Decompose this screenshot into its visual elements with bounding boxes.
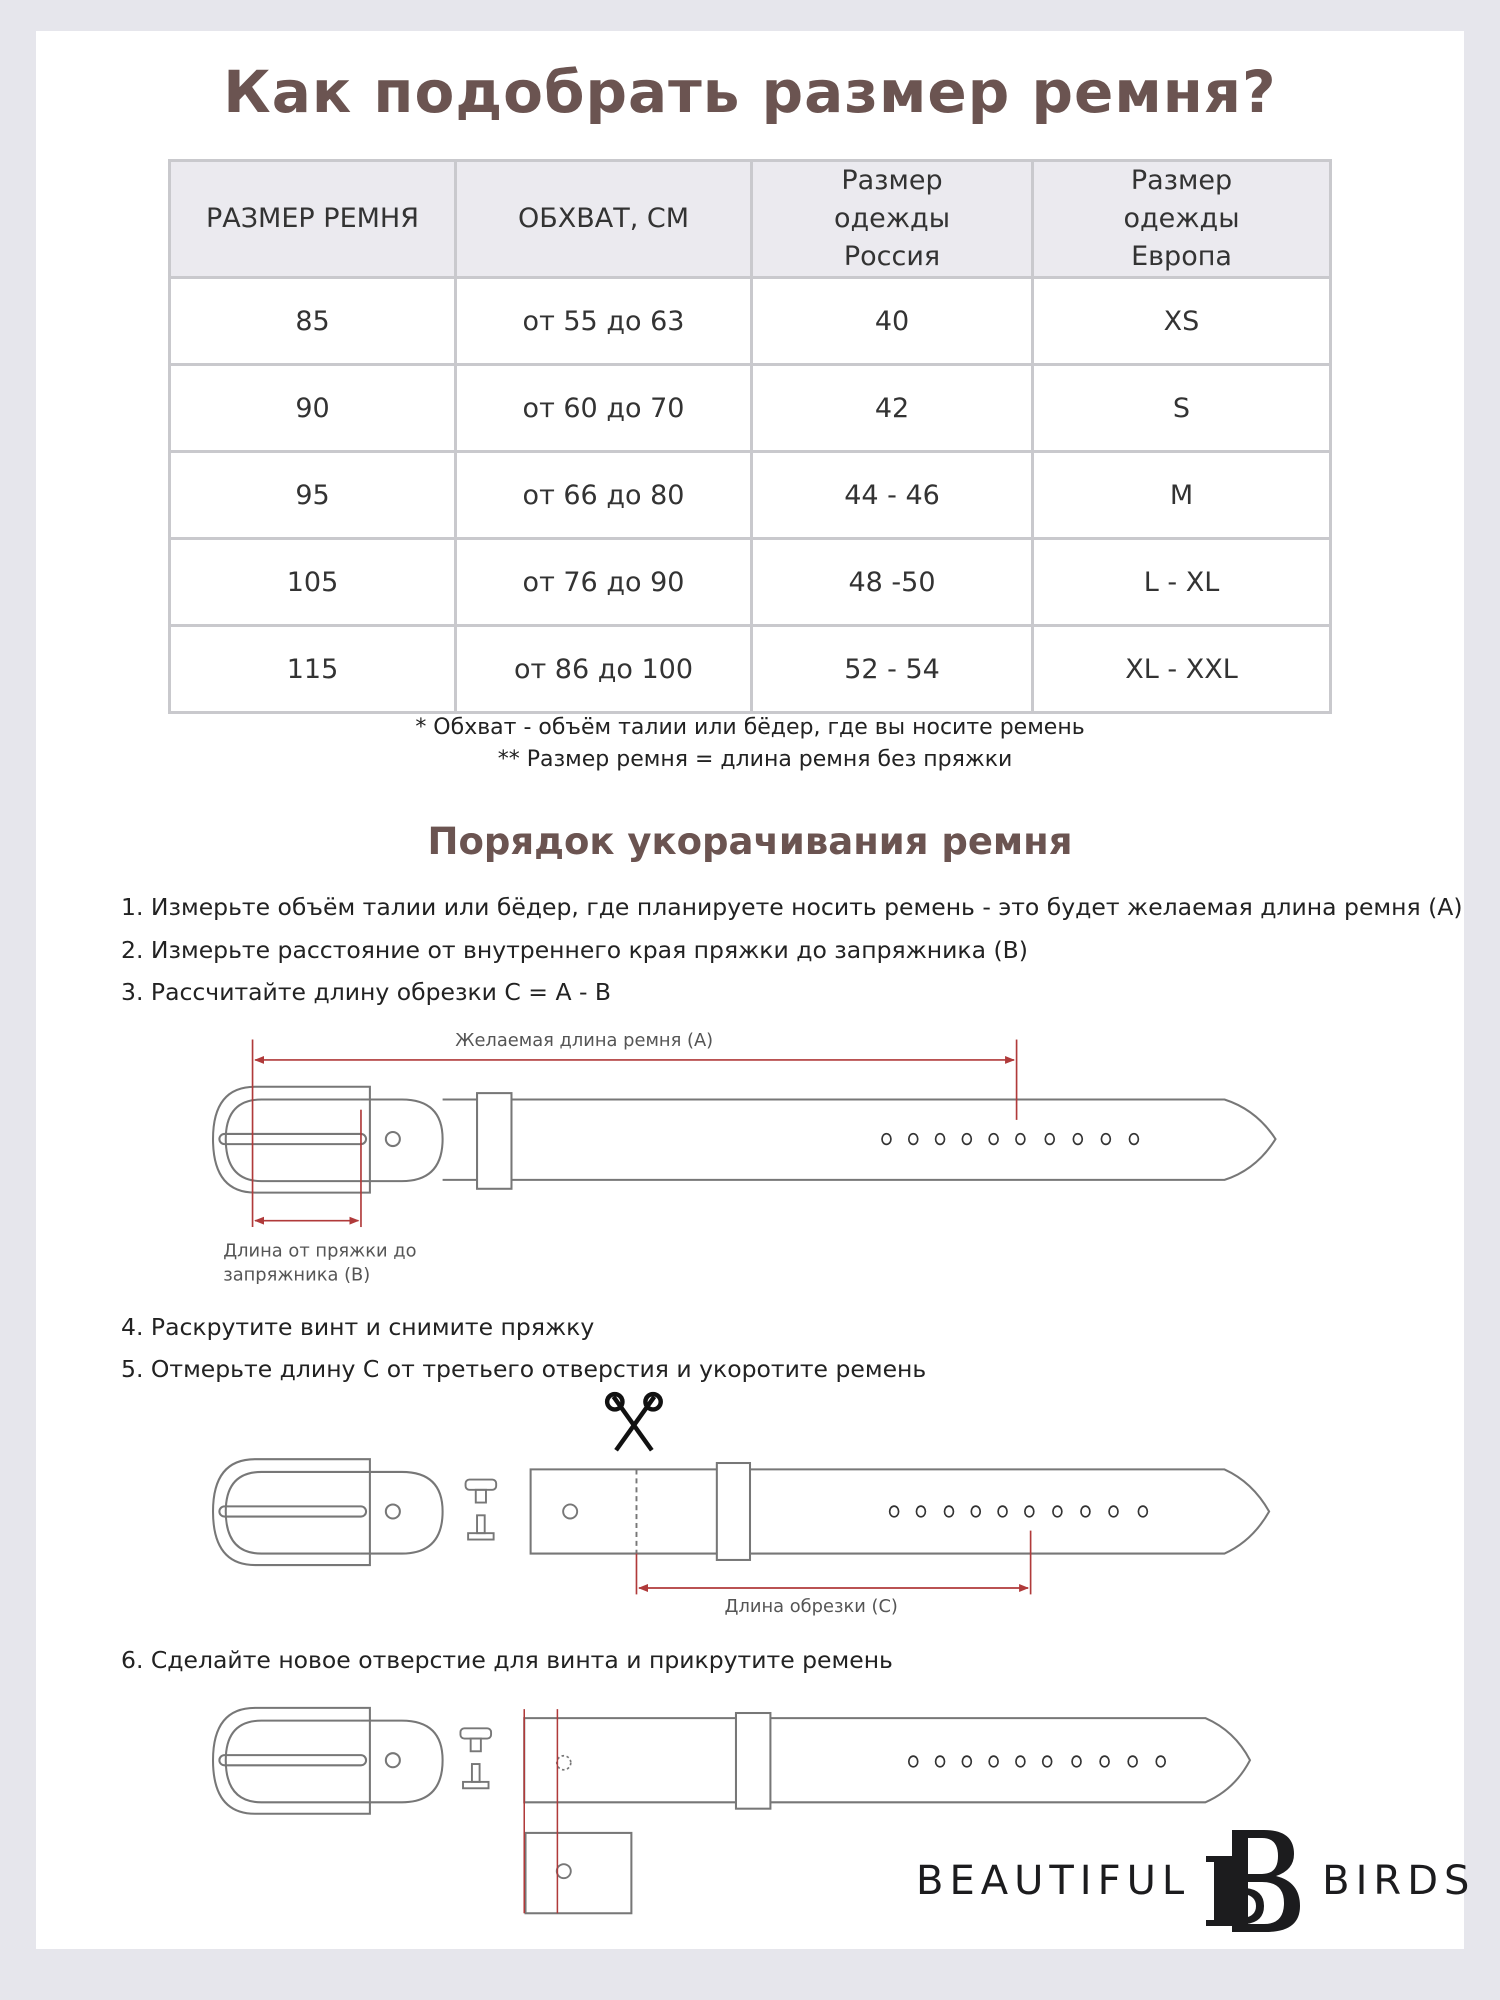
- header-girth: ОБХВАТ, СМ: [456, 161, 752, 278]
- belt-hole: [962, 1134, 971, 1145]
- table-cell: от 66 до 80: [456, 452, 752, 539]
- brand-logo: [916, 1826, 1475, 1936]
- belt-keeper: [477, 1093, 511, 1189]
- belt-hole: [1045, 1134, 1054, 1145]
- belt-hole: [1128, 1756, 1137, 1767]
- note-girth: * Обхват - объём талии или бёдер, где вы носите ремень: [415, 715, 1085, 740]
- belt-keeper: [717, 1463, 750, 1560]
- header-europe-size-text: Размер одежды Европа: [1123, 165, 1240, 272]
- new-hole: [557, 1756, 571, 1770]
- belt-hole: [936, 1756, 945, 1767]
- step-5: 5. Отмерьте длину С от третьего отверстия и укоротите ремень: [121, 1355, 927, 1383]
- belt-hole: [1129, 1134, 1138, 1145]
- scissors-icon: [607, 1394, 661, 1450]
- belt-keeper: [736, 1713, 770, 1809]
- table-cell: XL - XXL: [1033, 626, 1331, 713]
- logo-monogram-icon: [1202, 1826, 1302, 1936]
- belt-hole: [909, 1134, 918, 1145]
- step-6: 6. Сделайте новое отверстие для винта и прикрутите ремень: [121, 1646, 893, 1674]
- belt-holes: [890, 1506, 1148, 1517]
- belt-hole: [890, 1506, 899, 1517]
- table-cell: 40: [752, 278, 1033, 365]
- belt-hole: [1109, 1506, 1118, 1517]
- measure-lines: [253, 1040, 1017, 1228]
- measure-lines: [524, 1709, 557, 1913]
- step-3: 3. Рассчитайте длину обрезки С = А - В: [121, 978, 612, 1006]
- belt-holes: [882, 1134, 1138, 1145]
- header-belt-size: РАЗМЕР РЕМНЯ: [170, 161, 456, 278]
- table-cell: 115: [170, 626, 456, 713]
- table-cell: L - XL: [1033, 539, 1331, 626]
- belt-hole: [1138, 1506, 1147, 1517]
- table-cell: от 76 до 90: [456, 539, 752, 626]
- belt-strap: [531, 1469, 1270, 1553]
- table-cell: 90: [170, 365, 456, 452]
- buckle-icon: [213, 1708, 443, 1814]
- measure-lines: [636, 1531, 1030, 1595]
- diagram-cut: [213, 1394, 1269, 1617]
- belt-hole: [882, 1134, 891, 1145]
- belt-hole: [916, 1506, 925, 1517]
- table-cell: M: [1033, 452, 1331, 539]
- table-cell: 42: [752, 365, 1033, 452]
- screw-hole: [563, 1504, 577, 1518]
- belt-hole: [989, 1134, 998, 1145]
- old-hole: [557, 1864, 571, 1878]
- diagram-measure: [213, 1030, 1276, 1286]
- buckle-icon: [213, 1087, 443, 1193]
- belt-hole: [1081, 1506, 1090, 1517]
- belt-hole: [1156, 1756, 1165, 1767]
- table-cell: 105: [170, 539, 456, 626]
- section-title: Порядок укорачивания ремня: [427, 820, 1073, 863]
- table-cell: от 86 до 100: [456, 626, 752, 713]
- belt-hole: [1043, 1756, 1052, 1767]
- table-cell: 52 - 54: [752, 626, 1033, 713]
- belt-holes: [909, 1756, 1165, 1767]
- note-belt-size: ** Размер ремня = длина ремня без пряжки: [497, 747, 1013, 772]
- step-2: 2. Измерьте расстояние от внутреннего края пряжки до запряжника (В): [121, 936, 1028, 964]
- table-cell: 95: [170, 452, 456, 539]
- belt-hole: [909, 1756, 918, 1767]
- table-cell: от 60 до 70: [456, 365, 752, 452]
- logo-text-right: BIRDS: [1322, 1858, 1476, 1904]
- belt-hole: [1101, 1134, 1110, 1145]
- table-cell: 48 -50: [752, 539, 1033, 626]
- belt-hole: [1016, 1134, 1025, 1145]
- belt-hole: [1053, 1506, 1062, 1517]
- belt-hole: [962, 1756, 971, 1767]
- page-title: Как подобрать размер ремня?: [223, 58, 1277, 126]
- logo-text-left: BEAUTIFUL: [916, 1858, 1191, 1904]
- belt-strap: [524, 1718, 1250, 1802]
- belt-hole: [1025, 1506, 1034, 1517]
- label-buckle-length-1: Длина от пряжки до: [223, 1240, 417, 1262]
- screw-icon: [460, 1728, 491, 1788]
- label-cut-length: Длина обрезки (С): [724, 1596, 898, 1618]
- label-buckle-length-2: запряжника (В): [223, 1264, 371, 1286]
- table-cell: XS: [1033, 278, 1331, 365]
- belt-hole: [1016, 1756, 1025, 1767]
- belt-strap: [443, 1099, 1276, 1179]
- table-cell: S: [1033, 365, 1331, 452]
- belt-hole: [989, 1756, 998, 1767]
- header-russia-size-text: Размер одежды Россия: [833, 165, 951, 272]
- table-cell: от 55 до 63: [456, 278, 752, 365]
- table-cell: 85: [170, 278, 456, 365]
- step-4: 4. Раскрутите винт и снимите пряжку: [121, 1313, 595, 1341]
- buckle-icon: [213, 1459, 443, 1565]
- belt-hole: [998, 1506, 1007, 1517]
- belt-hole: [1073, 1134, 1082, 1145]
- table-cell: 44 - 46: [752, 452, 1033, 539]
- belt-hole: [971, 1506, 980, 1517]
- belt-hole: [1100, 1756, 1109, 1767]
- belt-hole: [1072, 1756, 1081, 1767]
- label-desired-length: Желаемая длина ремня (А): [455, 1029, 714, 1051]
- screw-icon: [466, 1480, 497, 1540]
- step-1: 1. Измерьте объём талии или бёдер, где планируете носить ремень - это будет желаемая длина ремня (А): [121, 893, 1463, 921]
- cut-piece: [526, 1833, 632, 1913]
- belt-hole: [945, 1506, 954, 1517]
- belt-hole: [936, 1134, 945, 1145]
